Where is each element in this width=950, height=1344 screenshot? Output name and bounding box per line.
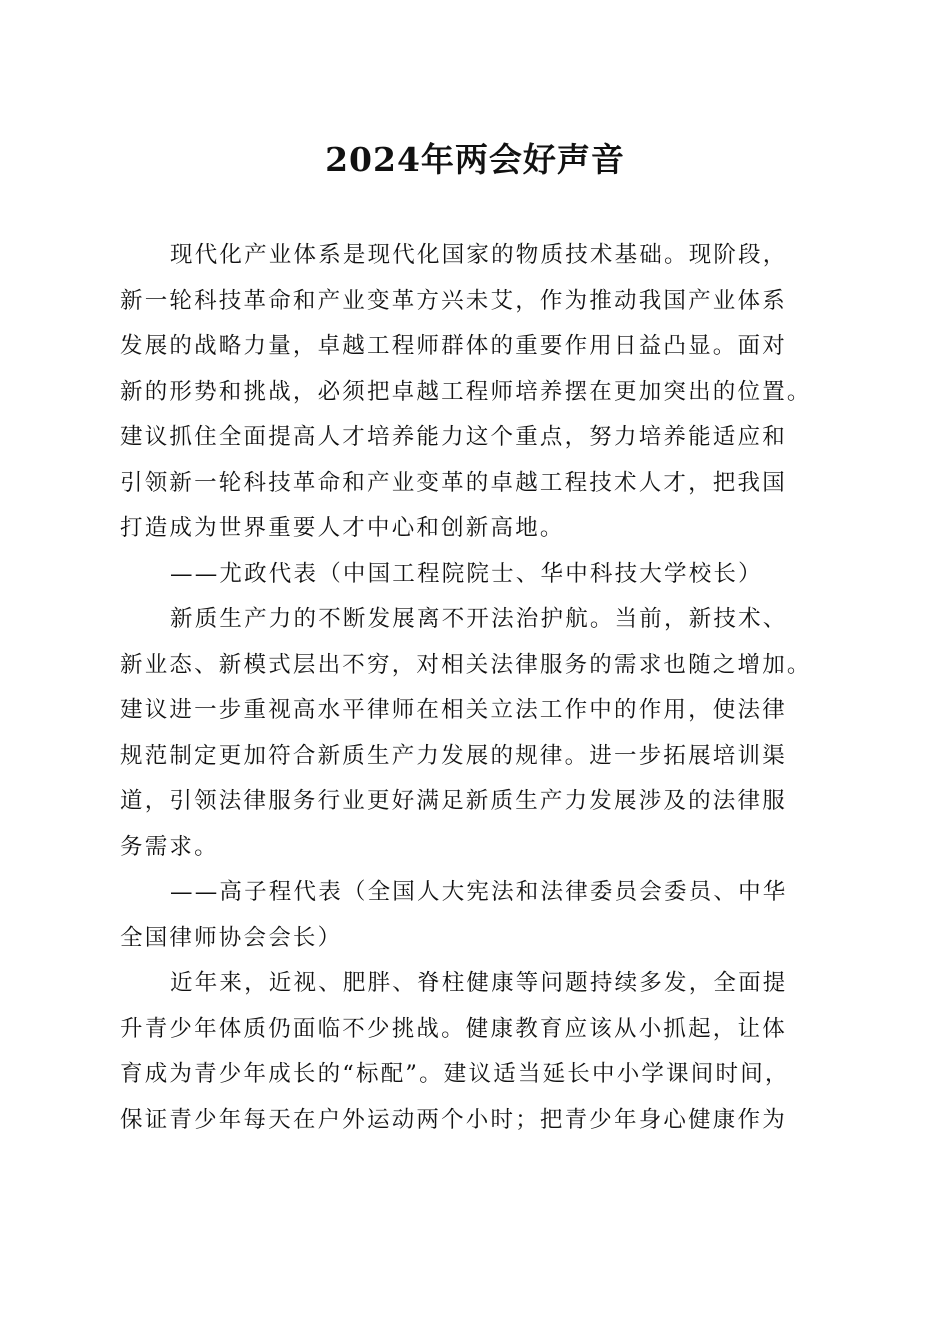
paragraph-3-line-1: 近年来，近视、肥胖、脊柱健康等问题持续多发，全面提 bbox=[170, 970, 788, 996]
paragraph-2-line-2: 新业态、新模式层出不穷，对相关法律服务的需求也随之增加。 bbox=[120, 651, 812, 678]
paragraph-2-line-3: 建议进一步重视高水平律师在相关立法工作中的作用，使法律 bbox=[120, 697, 787, 723]
document-body bbox=[120, 233, 832, 1143]
paragraph-1-line-5: 建议抓住全面提高人才培养能力这个重点，努力培养能适应和 bbox=[120, 424, 787, 450]
paragraph-1-line-1: 现代化产业体系是现代化国家的物质技术基础。现阶段， bbox=[170, 242, 788, 268]
paragraph-1-line-6: 引领新一轮科技革命和产业变革的卓越工程技术人才，把我国 bbox=[120, 469, 787, 496]
paragraph-2-line-4: 规范制定更加符合新质生产力发展的规律。进一步拓展培训渠 bbox=[120, 742, 787, 769]
paragraph-2-line-6: 务需求。 bbox=[120, 833, 219, 860]
paragraph-1-line-4: 新的形势和挑战，必须把卓越工程师培养摆在更加突出的位置。 bbox=[120, 378, 812, 405]
paragraph-3-line-4: 保证青少年每天在户外运动两个小时；把青少年身心健康作为 bbox=[120, 1106, 787, 1133]
paragraph-1-line-3: 发展的战略力量，卓越工程师群体的重要作用日益凸显。面对 bbox=[120, 333, 787, 359]
paragraph-1-line-2: 新一轮科技革命和产业变革方兴未艾，作为推动我国产业体系 bbox=[120, 287, 787, 314]
attribution-1: ——尤政代表（中国工程院院士、华中科技大学校长） bbox=[170, 560, 763, 587]
paragraph-1-line-7: 打造成为世界重要人才中心和创新高地。 bbox=[120, 515, 565, 541]
paragraph-3-line-3: 育成为青少年成长的“标配”。建议适当延长中小学课间时间， bbox=[120, 1061, 790, 1087]
paragraph-2-line-5: 道，引领法律服务行业更好满足新质生产力发展涉及的法律服 bbox=[120, 788, 787, 814]
paragraph-3-line-2: 升青少年体质仍面临不少挑战。健康教育应该从小抓起，让体 bbox=[120, 1015, 787, 1042]
attribution-2-line-1: ——高子程代表（全国人大宪法和法律委员会委员、中华 bbox=[170, 879, 788, 905]
attribution-2-line-2: 全国律师协会会长） bbox=[120, 924, 343, 951]
paragraph-2-line-1: 新质生产力的不断发展离不开法治护航。当前，新技术、 bbox=[170, 606, 788, 632]
page-title: 2024年两会好声音 bbox=[325, 140, 625, 179]
